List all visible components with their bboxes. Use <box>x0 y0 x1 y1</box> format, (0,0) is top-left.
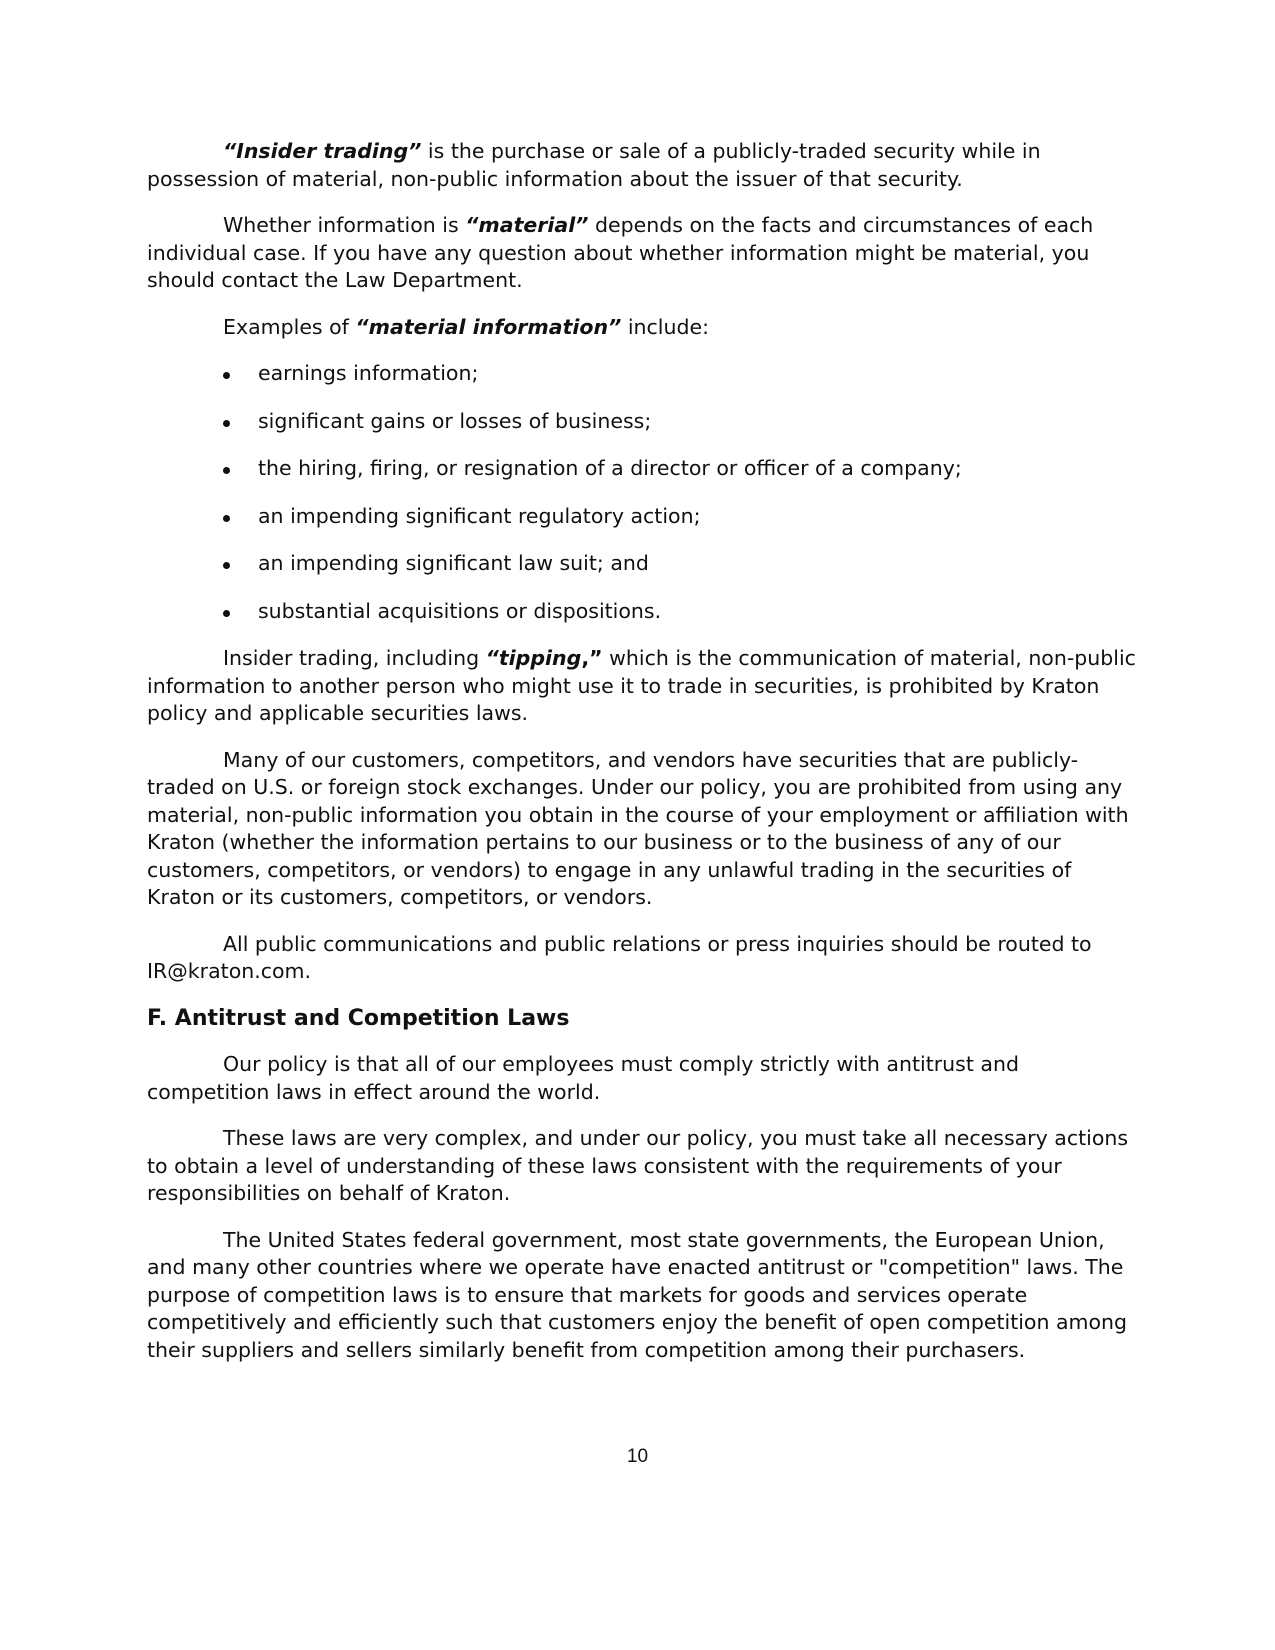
list-item <box>147 598 1137 626</box>
paragraph-antitrust-policy: Our policy is that all of our employees must comply strictly with antitrust and competition laws in effect around the world. <box>147 1052 1019 1104</box>
list-item-text: significant gains or losses of business; <box>258 408 652 433</box>
document-page <box>147 138 1137 1383</box>
page-number: 10 <box>626 1446 649 1467</box>
list-item-text: an impending significant regulatory action; <box>258 503 701 528</box>
paragraph-text: depends on the facts and circumstances of each individual case. If you have any question about whether information might be material, you should contact the Law Department. <box>147 213 1094 292</box>
term-tipping-close: ,” <box>581 646 603 670</box>
term-tipping: “tipping <box>485 646 582 670</box>
paragraph-lead: Insider trading, including <box>223 646 486 670</box>
list-item-text: the hiring, firing, or resignation of a director or officer of a company; <box>258 456 962 480</box>
list-item <box>147 408 1137 436</box>
list-item <box>147 503 1137 531</box>
paragraph-material <box>147 212 1137 295</box>
bullet-icon <box>223 610 230 617</box>
paragraph-text: is the purchase or sale of a publicly-traded security while in possession of material, non-public information about the issuer of that security. <box>147 139 1041 191</box>
paragraph-lead: Whether information is <box>223 213 466 237</box>
list-item-text: earnings information; <box>258 361 479 385</box>
bullet-icon <box>223 515 230 522</box>
paragraph-securities: Many of our customers, competitors, and vendors have securities that are publicly-traded on U.S. or foreign stock exchanges. Under our policy, you are prohibited from using any material, non-public information you obtain in the course of your employment or affiliation with Kraton (whether the information pertains to our business or to the business of any of our customers, competitors, or vendors) to engage in any unlawful trading in the securities of Kraton or its customers, competitors, or vendors. <box>147 747 1129 909</box>
paragraph-text: include: <box>621 314 709 339</box>
paragraph-antitrust-complexity: These laws are very complex, and under our policy, you must take all necessary actions to obtain a level of understanding of these laws consistent with the requirements of your responsibilities on behalf of Kraton. <box>147 1126 1129 1205</box>
bullet-icon <box>223 372 230 379</box>
bullet-icon <box>223 562 230 569</box>
list-item-text: substantial acquisitions or dispositions. <box>258 598 662 623</box>
term-insider-trading: “Insider trading” <box>223 139 422 163</box>
term-material-information: “material information” <box>355 314 622 339</box>
paragraph-insider-trading <box>147 138 1137 193</box>
paragraph-examples <box>147 314 1137 342</box>
bullet-icon <box>223 467 230 474</box>
examples-list <box>147 360 1137 625</box>
list-item <box>147 455 1137 483</box>
paragraph-lead: Examples of <box>223 314 356 339</box>
paragraph-text: which is the communication of material, non-public information to another person who might use it to trade in securities, is prohibited by Kraton policy and applicable securities laws. <box>147 646 1136 725</box>
paragraph-tipping <box>147 645 1137 728</box>
paragraph-competition-laws: The United States federal government, most state governments, the European Union, and many other countries where we operate have enacted antitrust or "competition" laws. The purpose of competition laws is to ensure that markets for goods and services operate competitively and efficiently such that customers enjoy the benefit of open competition among their suppliers and sellers similarly benefit from competition among their purchasers. <box>147 1227 1128 1362</box>
list-item-text: an impending significant law suit; and <box>258 551 649 575</box>
bullet-icon <box>223 420 230 427</box>
list-item <box>147 360 1137 388</box>
section-heading: F. Antitrust and Competition Laws <box>147 1005 570 1031</box>
list-item <box>147 550 1137 578</box>
paragraph-public-communications: All public communications and public relations or press inquiries should be routed to IR@kraton.com. <box>147 931 1092 983</box>
term-material: “material” <box>465 213 589 237</box>
